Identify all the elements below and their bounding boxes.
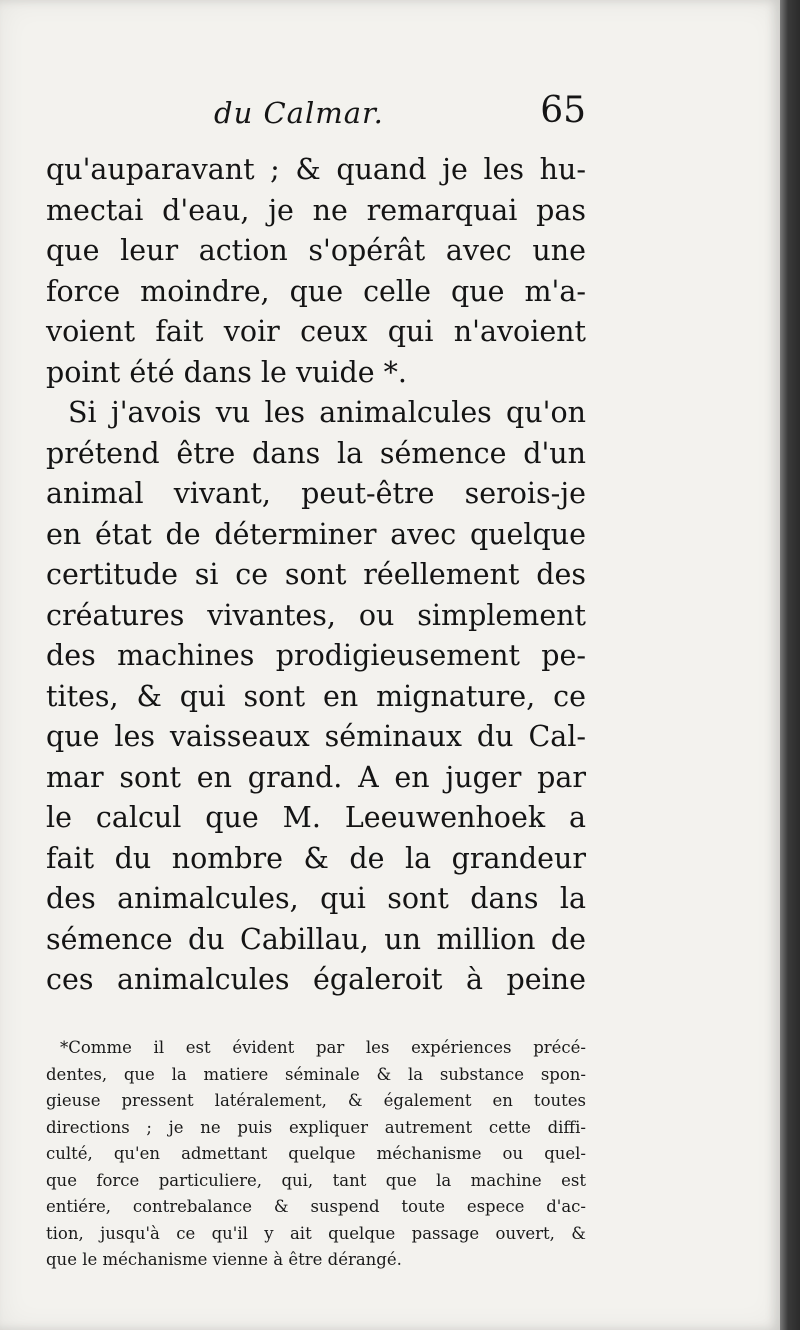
- text-line: mar sont en grand. A en juger par: [46, 760, 586, 794]
- text-line: prétend être dans la sémence d'un: [46, 436, 586, 470]
- text-line: ces animalcules égaleroit à peine: [46, 963, 586, 996]
- footnote-line: *Comme il est évident par les expériences précé-: [60, 1038, 586, 1057]
- text-line: que leur action s'opérât avec une: [46, 234, 586, 267]
- page-edge: [780, 0, 800, 1330]
- page-header: [46, 90, 586, 146]
- footnote-line: culté, qu'en admettant quelque méchanisme ou quel-: [46, 1144, 586, 1163]
- running-head: du Calmar.: [214, 96, 384, 130]
- text-line: mectai d'eau, je ne remarquai pas: [46, 193, 586, 227]
- body-text: [46, 150, 586, 1001]
- text-line: tites, & qui sont en mignature, ce: [46, 679, 586, 713]
- footnote-line: entiére, contrebalance & suspend toute espece d'ac-: [46, 1197, 586, 1216]
- text-line: voient fait voir ceux qui n'avoient: [46, 315, 586, 348]
- text-line: en état de déterminer avec quelque: [46, 517, 586, 551]
- footnote-line: tion, jusqu'à ce qu'il y ait quelque passage ouvert, &: [46, 1223, 586, 1243]
- text-line: sémence du Cabillau, un million de: [46, 922, 586, 956]
- text-line: point été dans le vuide *.: [46, 355, 407, 389]
- footnote: [46, 1035, 586, 1274]
- footnote-line: que force particuliere, qui, tant que la machine est: [46, 1170, 586, 1190]
- footnote-line: dentes, que la matiere séminale & la substance spon-: [46, 1064, 586, 1084]
- text-line: des machines prodigieusement pe-: [46, 639, 586, 672]
- text-line: des animalcules, qui sont dans la: [46, 882, 586, 915]
- text-line: Si j'avois vu les animalcules qu'on: [68, 396, 586, 429]
- footnote-line: que le méchanisme vienne à être dérangé.: [46, 1250, 402, 1269]
- text-line: force moindre, que celle que m'a-: [46, 274, 586, 308]
- text-line: qu'auparavant ; & quand je les hu-: [46, 153, 586, 186]
- text-line: animal vivant, peut-être serois-je: [46, 477, 586, 510]
- footnote-line: directions ; je ne puis expliquer autrement cette diffi-: [46, 1117, 586, 1137]
- text-line: le calcul que M. Leeuwenhoek a: [46, 801, 586, 834]
- text-line: certitude si ce sont réellement des: [46, 558, 586, 591]
- text-line: que les vaisseaux séminaux du Cal-: [46, 720, 586, 753]
- page-number: 65: [540, 90, 586, 131]
- text-line: fait du nombre & de la grandeur: [46, 841, 586, 875]
- footnote-line: gieuse pressent latéralement, & également en toutes: [46, 1091, 586, 1110]
- text-line: créatures vivantes, ou simplement: [46, 598, 586, 632]
